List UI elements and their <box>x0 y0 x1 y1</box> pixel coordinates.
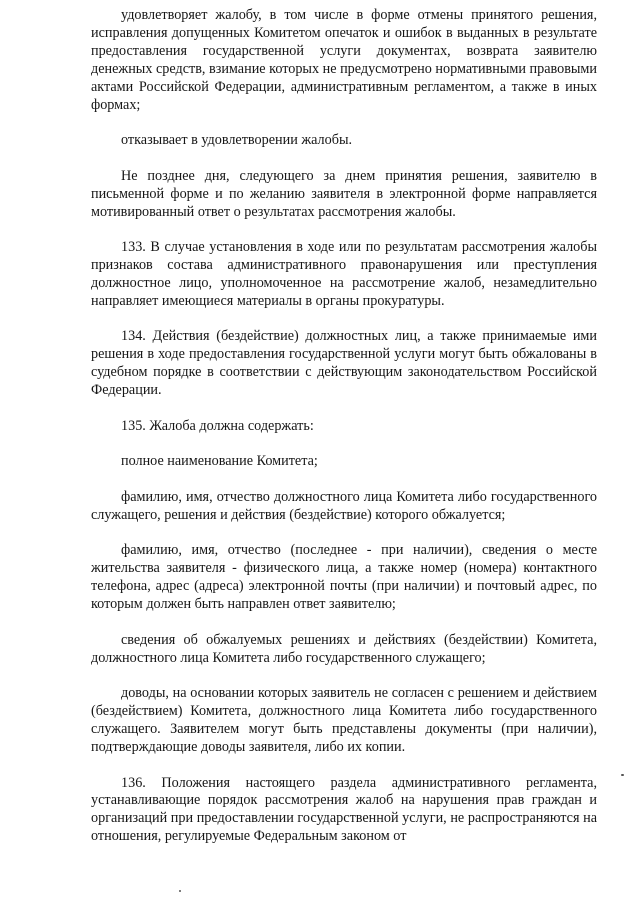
list-item-arguments: доводы, на основании которых заявитель не согласен с решением и действием (бездействием) Комитета, должностного лица Комитета либо государственного служащего. Заявителем могут быть представлены документы (при наличии), подтверждающие доводы заявителя, либо их копии. <box>91 685 597 755</box>
list-item-appealed-decisions: сведения об обжалуемых решениях и действиях (бездействии) Комитета, должностного лица Комитета либо государственного служащего; <box>91 631 597 666</box>
document-body <box>91 7 597 864</box>
list-item-committee-name: полное наименование Комитета; <box>121 453 318 470</box>
paragraph-135: 135. Жалоба должна содержать: <box>121 417 314 434</box>
scan-speck-bottom <box>179 890 181 892</box>
paragraph-response-notice: Не позднее дня, следующего за днем принятия решения, заявителю в письменной форме и по желанию заявителя в электронной форме направляется мотивированный ответ о результатах рассмотрения жалобы. <box>91 167 597 220</box>
list-item-official-name: фамилию, имя, отчество должностного лица Комитета либо государственного служащего, решения и действия (бездействие) которого обжалуется; <box>91 488 597 523</box>
list-item-applicant-details: фамилию, имя, отчество (последнее - при наличии), сведения о месте жительства заявителя - физического лица, а также номер (номера) контактного телефона, адрес (адреса) электронной почты (при наличии) и почтовый адрес, по которым должен быть направлен ответ заявителю; <box>91 542 597 613</box>
paragraph-remedy-options: удовлетворяет жалобу, в том числе в форме отмены принятого решения, исправления допущенных Комитетом опечаток и ошибок в выданных в результате предоставления государственной услуги документах, возврата заявителю денежных средств, взимание которых не предусмотрено нормативными правовыми актами Российской Федерации, административным регламентом, а также в иных формах; <box>91 7 597 113</box>
paragraph-133: 133. В случае установления в ходе или по результатам рассмотрения жалобы признаков состава административного правонарушения или преступления должностное лицо, уполномоченное на рассмотрение жалоб, незамедлительно направляет имеющиеся материалы в органы прокуратуры. <box>91 239 597 309</box>
paragraph-134: 134. Действия (бездействие) должностных лиц, а также принимаемые ими решения в ходе предоставления государственной услуги могут быть обжалованы в судебном порядке в соответствии с действующим законодательством Российской Федерации. <box>91 328 597 399</box>
paragraph-136: 136. Положения настоящего раздела административного регламента, устанавливающие порядок рассмотрения жалоб на нарушения прав граждан и организаций при предоставлении государственной услуги, не распространяются на отношения, регулируемые Федеральным законом от <box>91 774 597 845</box>
paragraph-refusal: отказывает в удовлетворении жалобы. <box>121 132 353 149</box>
scan-speck-right <box>621 774 624 776</box>
